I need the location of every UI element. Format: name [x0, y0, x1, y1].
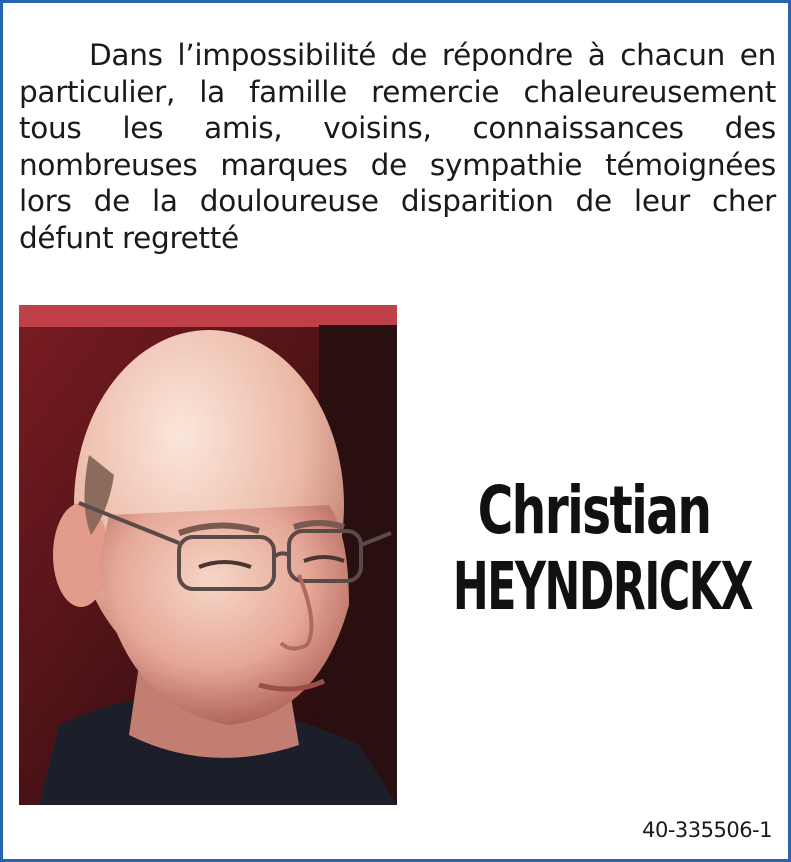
thank-you-message: Dans l’impossibilité de répondre à chacun en particulier, la famille remercie chaleureusement tous les amis, voisins, connaissances des nombreuses marques de sympathie témoignées lors de la douloureuse disparition de leur cher défunt regretté	[19, 38, 776, 255]
last-name: HEYNDRICKX	[452, 548, 753, 625]
first-name: Christian	[477, 472, 711, 549]
deceased-name	[398, 473, 790, 625]
portrait-photo	[19, 305, 397, 805]
reference-number: 40-335506-1	[642, 818, 772, 842]
